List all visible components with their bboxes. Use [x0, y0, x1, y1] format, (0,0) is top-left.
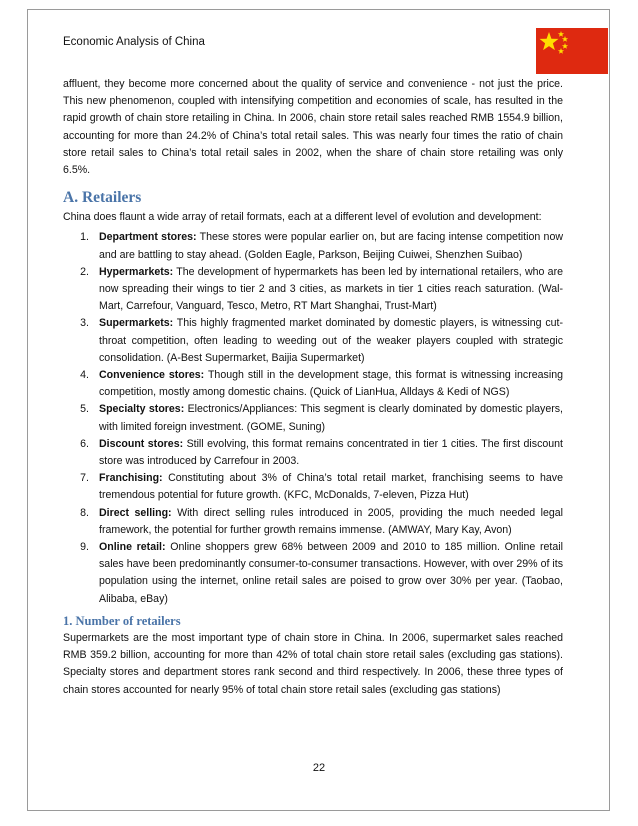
list-item-term: Franchising:: [99, 472, 163, 485]
china-flag-icon: [536, 28, 608, 74]
list-item-term: Discount stores:: [99, 437, 184, 450]
list-item-number: 3.: [80, 317, 89, 330]
list-item-number: 1.: [80, 231, 89, 244]
list-item-text: Online shoppers grew 68% between 2009 and 2010 to 185 million. Online retail sales have been predominantly consumer-to-consumer transactions. However, with over 29% of its population using the internet, online retail sales are poised to grow over 30% per year. (Taobao, Alibaba, eBay): [99, 541, 563, 605]
list-item-term: Department stores:: [99, 231, 197, 244]
list-item-number: 5.: [80, 403, 89, 416]
list-item: [63, 539, 563, 608]
list-item-term: Convenience stores:: [99, 369, 205, 382]
list-item-text: The development of hypermarkets has been led by international retailers, who are now spreading their wings to tier 2 and 3 cities, as markets in tier 1 cities reach saturation. (Wal-Mart, Carrefour, Vanguard, Tesco, Metro, RT Mart Shanghai, Trust-Mart): [99, 265, 563, 313]
list-item-term: Specialty stores:: [99, 403, 185, 416]
retail-formats-list: [63, 229, 563, 607]
page-content: [63, 76, 563, 699]
list-item: [63, 229, 563, 263]
list-item: [63, 315, 563, 367]
list-item: [63, 470, 563, 504]
list-item-number: 6.: [80, 437, 89, 450]
header-title: Economic Analysis of China: [63, 36, 205, 48]
list-item: [63, 401, 563, 435]
list-item-number: 8.: [80, 506, 89, 519]
intro-paragraph: affluent, they become more concerned about the quality of service and convenience - not just the price. This new phenomenon, coupled with intensifying competition and economies of scale, has resulted in the rapid growth of chain store retailing in China. In 2006, chain store retail sales reached RMB 1554.9 billion, accounting for more than 24.2% of China’s total retail sales. This was nearly four times the ratio of chain store retail sales to China’s total retail sales in 2002, when the share of chain store retailing was only 6.5%.: [63, 78, 563, 177]
list-item-text: With direct selling rules introduced in 2005, providing the much needed legal framework, the potential for further growth remains immense. (AMWAY, Mary Kay, Avon): [99, 506, 563, 536]
list-item-term: Online retail:: [99, 541, 166, 554]
list-item-text: These stores were popular earlier on, but are facing intense competition now and are battling to stay ahead. (Golden Eagle, Parkson, Beijing Cuiwei, Shenzhen Suibao): [99, 231, 563, 261]
section-1-heading: 1. Number of retailers: [63, 613, 181, 628]
list-item-number: 7.: [80, 472, 89, 485]
list-item: [63, 367, 563, 401]
list-item: [63, 264, 563, 316]
list-item-term: Direct selling:: [99, 506, 172, 519]
flag-field: [536, 28, 608, 74]
list-item-term: Hypermarkets:: [99, 265, 174, 278]
list-item-number: 9.: [80, 541, 89, 554]
list-item: [63, 436, 563, 470]
list-item-number: 4.: [80, 369, 89, 382]
list-item-text: Constituting about 3% of China’s total retail market, franchising seems to have tremendous potential for future growth. (KFC, McDonalds, 7-eleven, Pizza Hut): [99, 472, 563, 502]
section-a-intro: China does flaunt a wide array of retail formats, each at a different level of evolution and development:: [63, 211, 542, 224]
list-item-text: Electronics/Appliances: This segment is clearly dominated by domestic players, with limited foreign investment. (GOME, Suning): [99, 403, 564, 433]
list-item-number: 2.: [80, 265, 89, 278]
list-item-term: Supermarkets:: [99, 317, 174, 330]
section-a-heading: A. Retailers: [63, 189, 142, 207]
list-item-text: Still evolving, this format remains concentrated in tier 1 cities. The first discount store was introduced by Carrefour in 2003.: [99, 437, 563, 468]
list-item: [63, 505, 563, 539]
list-item-text: This highly fragmented market dominated by domestic players, is witnessing cut-throat competition, often leading to weeding out of the weaker players coupled with strategic consolidation. (A-Best Supermarket, Baijia Supermarket): [99, 317, 563, 364]
list-item-text: Though still in the development stage, this format is witnessing increasing competition, mostly among domestic chains. (Quick of LianHua, Alldays & Kedi of NGS): [99, 369, 563, 399]
section-1-paragraph: Supermarkets are the most important type of chain store in China. In 2006, supermarket sales reached RMB 359.2 billion, accounting for more than 42% of total chain store retail sales (excluding gas stations). Specialty stores and department stores rank second and third respectively. In 2006, these three types of chain stores accounted for nearly 95% of total chain store retail sales (excluding gas stations): [63, 631, 563, 696]
page-number: 22: [312, 762, 326, 774]
